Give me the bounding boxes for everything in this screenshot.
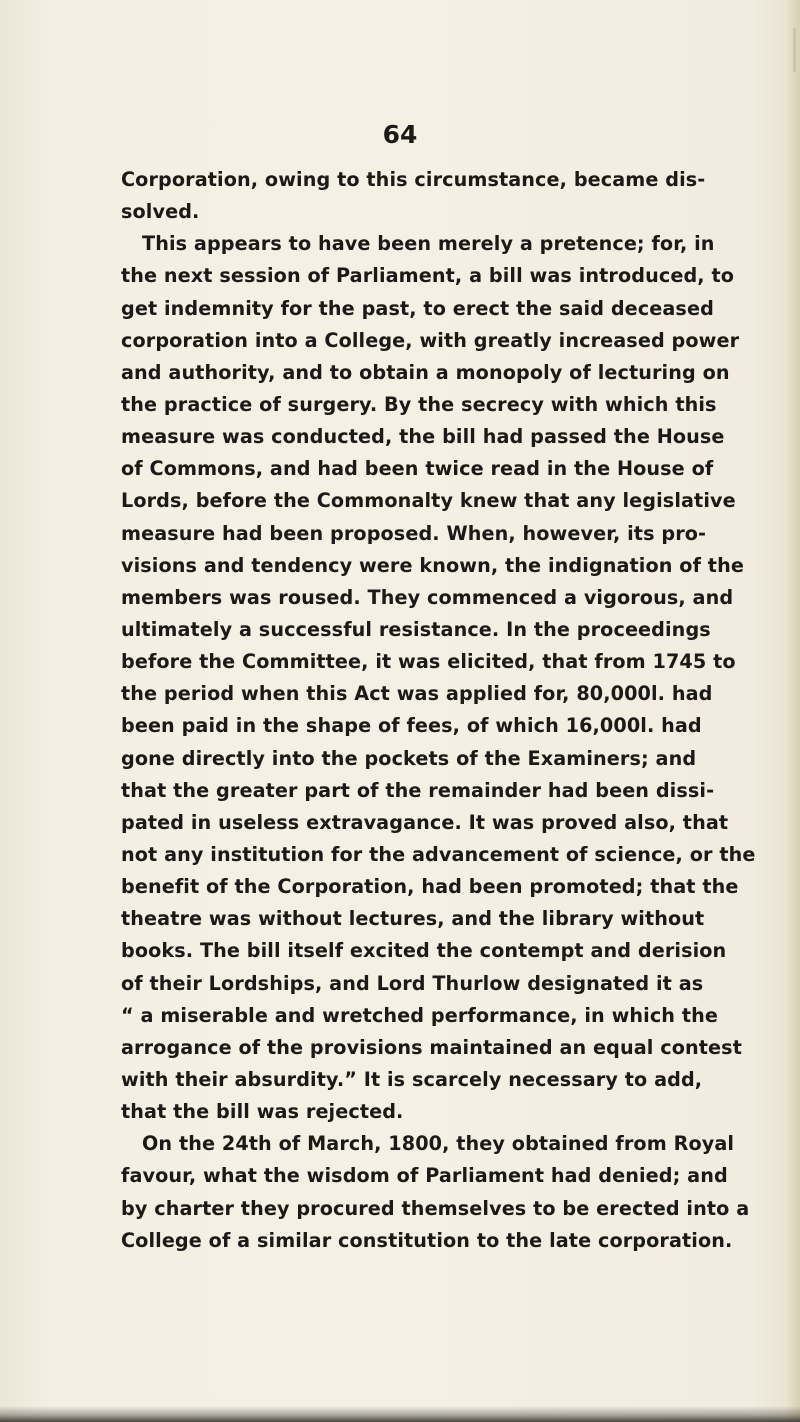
text-line: not any institution for the advancement of science, or the — [121, 842, 756, 866]
text-line: “ a miserable and wretched performance, in which the — [121, 1003, 718, 1027]
text-line: arrogance of the provisions maintained an equal contest — [121, 1035, 742, 1059]
text-line: pated in useless extravagance. It was proved also, that — [121, 810, 729, 834]
text-line: ultimately a successful resistance. In the proceedings — [121, 617, 711, 641]
text-line: Lords, before the Commonalty knew that any legislative — [121, 489, 736, 513]
text-line: favour, what the wisdom of Parliament had denied; and — [121, 1164, 728, 1188]
text-line: that the greater part of the remainder had been dissi- — [121, 778, 715, 802]
page-edge-shadow — [786, 0, 800, 1422]
text-line: measure had been proposed. When, however, its pro- — [121, 521, 707, 545]
text-line: the practice of surgery. By the secrecy with which this — [121, 392, 717, 416]
text-line: This appears to have been merely a pretence; for, in — [142, 232, 715, 256]
text-line: with their absurdity.” It is scarcely necessary to add, — [121, 1067, 703, 1091]
text-line: benefit of the Corporation, had been promoted; that the — [121, 875, 739, 899]
text-line: Corporation, owing to this circumstance, became dis- — [121, 168, 706, 191]
text-line: before the Committee, it was elicited, that from 1745 to — [121, 650, 736, 674]
text-line: measure was conducted, the bill had passed the House — [121, 425, 725, 449]
text-line: gone directly into the pockets of the Examiners; and — [121, 746, 697, 770]
text-line: of their Lordships, and Lord Thurlow designated it as — [121, 971, 704, 995]
text-line: been paid in the shape of fees, of which 16,000l. had — [121, 714, 702, 738]
text-line: by charter they procured themselves to be erected into a — [121, 1196, 750, 1220]
text-line: College of a similar constitution to the late corporation. — [121, 1228, 733, 1252]
text-line: the period when this Act was applied for, 80,000l. had — [121, 682, 713, 706]
text-line: of Commons, and had been twice read in the House of — [121, 457, 714, 481]
body-text — [121, 164, 756, 1257]
text-line: theatre was without lectures, and the library without — [121, 907, 705, 931]
page-bottom-edge — [0, 1406, 800, 1422]
text-line: solved. — [121, 200, 200, 224]
paper-stain — [793, 28, 796, 72]
page-number: 64 — [382, 120, 418, 149]
text-line: visions and tendency were known, the indignation of the — [121, 553, 744, 577]
text-line: books. The bill itself excited the contempt and derision — [121, 939, 727, 963]
text-line: corporation into a College, with greatly increased power — [121, 328, 740, 352]
text-line: get indemnity for the past, to erect the said deceased — [121, 296, 714, 320]
text-line: members was roused. They commenced a vigorous, and — [121, 585, 734, 609]
text-line: On the 24th of March, 1800, they obtained from Royal — [142, 1132, 735, 1156]
text-line: and authority, and to obtain a monopoly of lecturing on — [121, 360, 730, 384]
text-line: the next session of Parliament, a bill was introduced, to — [121, 264, 735, 288]
text-line: that the bill was rejected. — [121, 1100, 404, 1124]
